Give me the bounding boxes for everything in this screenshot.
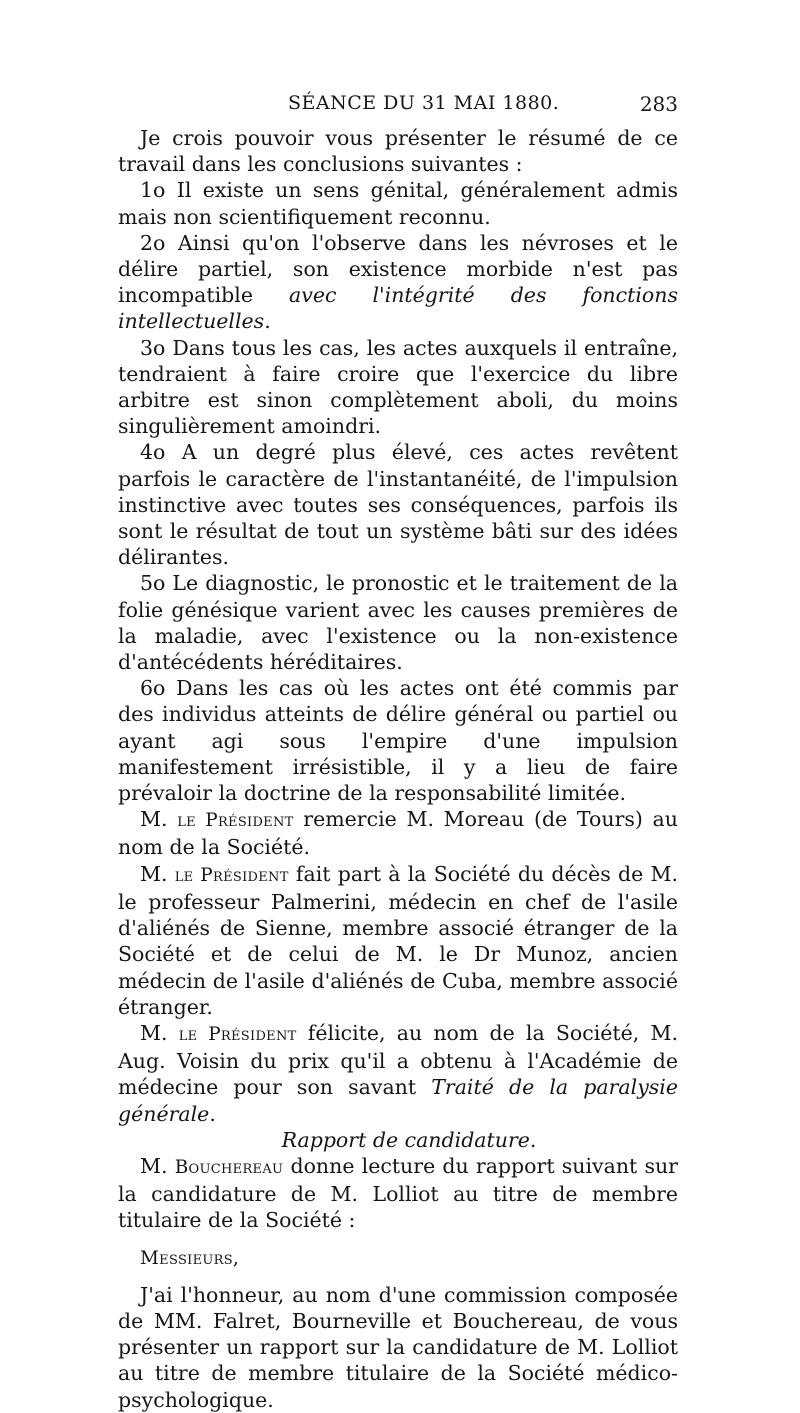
minute-congratulation-prefix: M. [140, 1020, 179, 1045]
conclusion-2-end: . [264, 309, 271, 334]
section-subtitle: Rapport de candidature. [281, 1127, 537, 1152]
running-head: SÉANCE DU 31 MAI 1880. [288, 92, 560, 114]
conclusion-2 [118, 230, 678, 335]
conclusion-2-text: 2o Ainsi qu'on l'observe dans les névroses et le délire partiel, son existence morbide n'est pas incompatible [118, 230, 678, 308]
conclusion-1: 1o Il existe un sens génital, généralement admis mais non scientifiquement reconnu. [118, 178, 678, 229]
minute-congratulation-text: félicite, au nom de la Société, M. Aug. Voisin du prix qu'il a obtenu à l'Académie de médecine pour son savant [118, 1020, 678, 1100]
page-number: 283 [639, 92, 678, 116]
conclusion-6: 6o Dans les cas où les actes ont été commis par des individus atteints de délire général ou partiel ou ayant agi sous l'empire d'une impulsion manifestement irrésistible, il y a lieu de faire prévaloir la doctrine de la responsabilité limitée. [118, 676, 678, 806]
intro-paragraph: Je crois pouvoir vous présenter le résumé de ce travail dans les conclusions suivantes : [118, 126, 678, 177]
conclusion-4: 4o A un degré plus élevé, ces actes revêtent parfois le caractère de l'instantanéité, de l'impulsion instinctive avec toutes ses conséquences, parfois ils sont le résultat de tout un système bâti sur des idées délirantes. [118, 440, 678, 570]
reporter-name: Bouchereau [174, 1156, 284, 1178]
minute-obituary-text: fait part à la Société du décès de M. le professeur Palmerini, médecin en chef de l'asile d'aliénés de Sienne, membre associé étranger de la Société et de celui de M. le Dr Munoz, ancien médecin de l'asile d'aliénés de Cuba, membre associé étranger. [118, 861, 678, 1019]
page-header [118, 92, 678, 122]
president-label: le Président [174, 864, 289, 886]
book-title: Traité de la paralysie générale [118, 1075, 678, 1126]
report-intro-text: donne lecture du rapport suivant sur la candidature de M. Lolliot au titre de membre titulaire de la Société : [118, 1153, 678, 1233]
report-paragraph: J'ai l'honneur, au nom d'une commission composée de MM. Falret, Bourneville et Bouchereau, de vous présenter un rapport sur la candidature de M. Lolliot au titre de membre titulaire de la Société médico-psychologique. [118, 1282, 678, 1412]
spacer [118, 1234, 678, 1244]
president-label: le Président [177, 810, 294, 832]
report-intro [118, 1153, 678, 1234]
spacer [118, 1272, 678, 1282]
minute-congratulation-end: . [209, 1101, 216, 1126]
conclusion-2-emphasis: avec l'intégrité des fonctions intellectuelles [118, 283, 678, 334]
report-intro-prefix: M. [140, 1153, 175, 1178]
conclusion-3: 3o Dans tous les cas, les actes auxquels il entraîne, tendraient à faire croire que l'exercice du libre arbitre est sinon complètement aboli, du moins singulièrement amoindri. [118, 335, 678, 439]
minute-obituary-prefix: M. [140, 861, 175, 886]
minute-thanks-prefix: M. [140, 807, 178, 832]
conclusion-5: 5o Le diagnostic, le pronostic et le traitement de la folie génésique varient avec les causes premières de la maladie, avec l'existence ou la non-existence d'antécédents héréditaires. [118, 571, 678, 675]
minute-thanks [118, 806, 678, 860]
salutation [118, 1244, 678, 1272]
president-label: le Président [178, 1023, 297, 1045]
minute-thanks-text: remercie M. Moreau (de Tours) au nom de la Société. [118, 807, 678, 860]
minute-obituary [118, 861, 678, 1020]
salutation-text: Messieurs, [140, 1247, 240, 1269]
minute-congratulation [118, 1020, 678, 1127]
page-body [118, 125, 678, 1413]
